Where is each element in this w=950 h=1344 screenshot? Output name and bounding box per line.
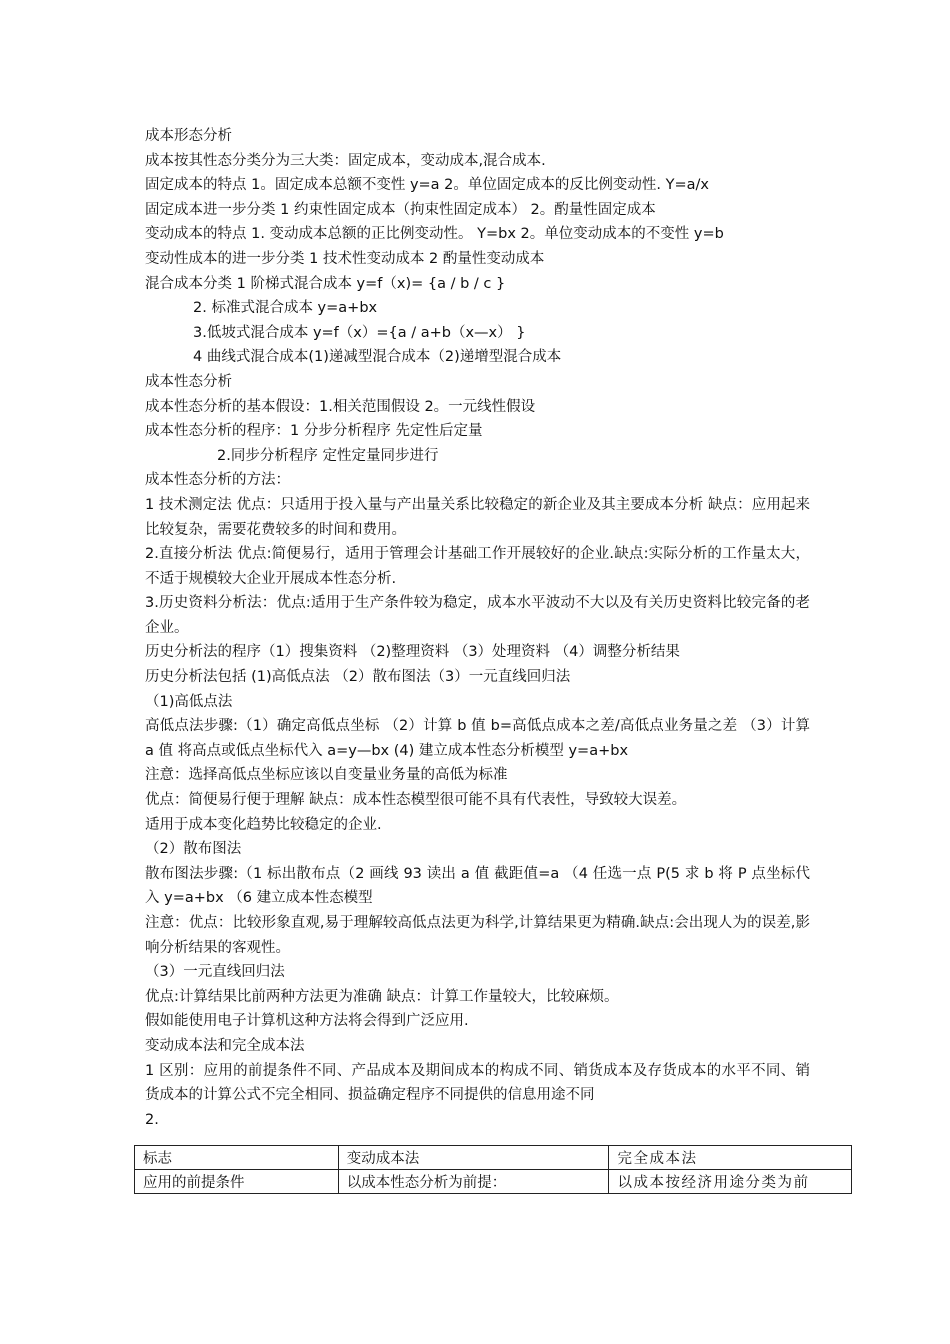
text-line-indented: 4 曲线式混合成本(1)递减型混合成本（2)递增型混合成本 [193, 349, 562, 366]
document-body [145, 124, 810, 1132]
text-line: 成本性态分析的程序：1 分步分析程序 先定性后定量 [145, 423, 483, 440]
text-line: 适用于成本变化趋势比较稳定的企业. [145, 816, 382, 833]
subheading: （1)高低点法 [145, 693, 233, 710]
text-line: 成本性态分析的方法： [145, 472, 290, 489]
paragraph: 1 区别：应用的前提条件不同、产品成本及期间成本的构成不同、销货成本及存货成本的水平不同、销货成本的计算公式不完全相同、损益确定程序不同提供的信息用途不同 [145, 1062, 810, 1104]
text-line-indented: 2. 标准式混合成本 y=a+bx [193, 300, 378, 317]
table-cell: 标志 [135, 1146, 339, 1170]
text-line: 历史分析法的程序（1）搜集资料 （2)整理资料 （3）处理资料 （4）调整分析结果 [145, 644, 680, 661]
heading-cost-form-analysis: 成本形态分析 [145, 128, 232, 144]
text-line: 2. [145, 1111, 159, 1128]
text-line: 优点:计算结果比前两种方法更为准确 缺点：计算工作量较大，比较麻烦。 [145, 988, 619, 1005]
heading-cost-behavior-analysis: 成本性态分析 [145, 373, 232, 390]
text-line: 注意：选择高低点坐标应该以自变量业务量的高低为标准 [145, 767, 508, 784]
text-line: 混合成本分类 1 阶梯式混合成本 y=f（x)= {a / b / c } [145, 275, 506, 292]
text-line: 变动成本的特点 1. 变动成本总额的正比例变动性。 Y=bx 2。单位变动成本的不变性 y=b [145, 226, 724, 243]
text-line: 固定成本进一步分类 1 约束性固定成本（拘束性固定成本） 2。酌量性固定成本 [145, 201, 656, 218]
text-line: 假如能使用电子计算机这种方法将会得到广泛应用. [145, 1013, 469, 1030]
paragraph: 注意：优点：比较形象直观,易于理解较高低点法更为科学,计算结果更为精确.缺点:会出现人为的误差,影响分析结果的客观性。 [145, 915, 810, 956]
text-line: 变动性成本的进一步分类 1 技术性变动成本 2 酌量性变动成本 [145, 250, 545, 267]
text-line: 历史分析法包括 (1)高低点法 （2）散布图法（3）一元直线回归法 [145, 669, 571, 686]
text-line: 优点：简便易行便于理解 缺点：成本性态模型很可能不具有代表性，导致较大误差。 [145, 792, 687, 809]
subheading: （3）一元直线回归法 [145, 964, 285, 981]
comparison-table [134, 1145, 852, 1194]
paragraph: 3.历史资料分析法：优点:适用于生产条件较为稳定，成本水平波动不大以及有关历史资料比较完备的老企业。 [145, 595, 810, 636]
paragraph: 1 技术测定法 优点：只适用于投入量与产出量关系比较稳定的新企业及其主要成本分析 缺点：应用起来比较复杂，需要花费较多的时间和费用。 [145, 496, 810, 538]
table-cell: 以成本性态分析为前提： [338, 1170, 609, 1194]
paragraph: 2.直接分析法 优点:简便易行，适用于管理会计基础工作开展较好的企业.缺点:实际分析的工作量太大，不适于规模较大企业开展成本性态分析. [145, 546, 810, 587]
table-cell: 以成本按经济用途分类为前 [609, 1170, 852, 1194]
paragraph: 高低点法步骤:（1）确定高低点坐标 （2）计算 b 值 b=高低点成本之差/高低点业务量之差 （3）计算 a 值 将高点或低点坐标代入 a=y—bx (4) 建立成本性态分析模型 y=a+bx [145, 718, 810, 759]
text-line: 成本性态分析的基本假设：1.相关范围假设 2。一元线性假设 [145, 398, 536, 415]
text-line-indented: 2.同步分析程序 定性定量同步进行 [217, 447, 439, 464]
table-cell: 应用的前提条件 [135, 1170, 339, 1194]
table-cell: 变动成本法 [338, 1146, 609, 1170]
text-line-indented: 3.低坡式混合成本 y=f（x）={a / a+b（x—x） } [193, 324, 526, 341]
table-row [135, 1170, 852, 1194]
paragraph: 散布图法步骤:（1 标出散布点（2 画线 93 读出 a 值 截距值=a （4 任选一点 P(5 求 b 将 P 点坐标代入 y=a+bx （6 建立成本性态模型 [145, 865, 810, 907]
text-line: 成本按其性态分类分为三大类：固定成本，变动成本,混合成本. [145, 152, 546, 169]
text-line: 固定成本的特点 1。固定成本总额不变性 y=a 2。单位固定成本的反比例变动性. Y=a/x [145, 177, 709, 194]
subheading: （2）散布图法 [145, 841, 242, 858]
table-cell: 完全成本法 [609, 1146, 852, 1170]
heading-costing-methods: 变动成本法和完全成本法 [145, 1037, 305, 1054]
table-header-row [135, 1146, 852, 1170]
